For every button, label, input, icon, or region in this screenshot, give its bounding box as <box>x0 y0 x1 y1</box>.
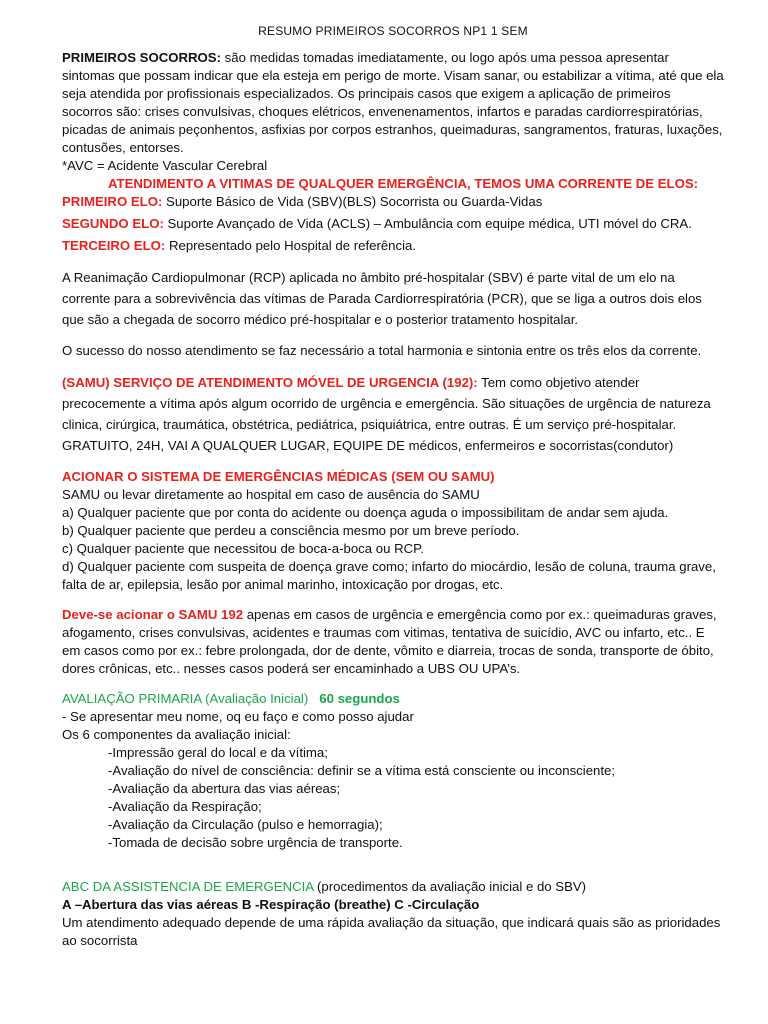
third-link <box>62 237 724 255</box>
first-link-label: PRIMEIRO ELO: <box>62 194 163 209</box>
second-link-text: Suporte Avançado de Vida (ACLS) – Ambulância com equipe médica, UTI móvel do CRA. <box>163 216 692 231</box>
abc-steps: A –Abertura das vias aéreas B -Respiração (breathe) C -Circulação <box>62 897 480 912</box>
intro-text: são medidas tomadas imediatamente, ou logo após uma pessoa apresentar sintomas que possam indicar que ela esteja em perigo de morte. Visam sanar, ou estabilizar a vítima, até que ela seja atendida por profissionais especializados. Os principais casos que exigem a aplicação de primeiros socorros são: crises convulsivas, choques elétricos, envenenamentos, infartos e paradas cardiorrespiratórias, picadas de animais peçonhentos, asfixias por corpos estranhos, queimaduras, sangramentos, fraturas, luxações, contusões, entorses. <box>62 50 724 155</box>
avaliacao-heading <box>62 690 724 708</box>
abc-title: ABC DA ASSISTENCIA DE EMERGENCIA <box>62 879 314 894</box>
avaliacao-time: 60 segundos <box>308 691 400 706</box>
third-link-text: Representado pelo Hospital de referência. <box>165 238 417 253</box>
abc-title-rest: (procedimentos da avaliação inicial e do SBV) <box>313 879 587 894</box>
avaliacao-item: -Avaliação da abertura das vias aéreas; <box>108 781 341 796</box>
third-link-label: TERCEIRO ELO: <box>62 238 166 253</box>
first-link-text: Suporte Básico de Vida (SBV)(BLS) Socorrista ou Guarda-Vidas <box>162 194 543 209</box>
avaliacao-item: -Avaliação do nível de consciência: definir se a vítima está consciente ou inconsciente; <box>108 763 616 778</box>
acionar-item: d) Qualquer paciente com suspeita de doença grave como; infarto do miocárdio, lesão de coluna, trauma grave, falta de ar, epilepsia, lesão por animal marinho, intoxicação por drogas, etc. <box>62 559 716 592</box>
avaliacao-item: -Impressão geral do local e da vítima; <box>108 745 328 760</box>
rcp-paragraph: A Reanimação Cardiopulmonar (RCP) aplicada no âmbito pré-hospitalar (SBV) é parte vital de um elo na corrente para a sobrevivência das vítimas de Parada Cardiorrespiratória (PCR), que se liga a outros dois elos que são a chegada de socorro médico pré-hospitalar e o posterior tratamento hospitalar. <box>62 270 702 327</box>
avaliacao-title: AVALIAÇÃO PRIMARIA (Avaliação Inicial) <box>62 691 309 706</box>
samu-label: (SAMU) SERVIÇO DE ATENDIMENTO MÓVEL DE URGENCIA (192): <box>62 375 478 390</box>
abc-text: Um atendimento adequado depende de uma rápida avaliação da situação, que indicará quais são as prioridades ao socorrista <box>62 915 721 948</box>
second-link-label: SEGUNDO ELO: <box>62 216 164 231</box>
abc-heading <box>62 878 724 896</box>
avc-note: *AVC = Acidente Vascular Cerebral <box>62 158 268 173</box>
acionar-item: c) Qualquer paciente que necessitou de boca-a-boca ou RCP. <box>62 541 424 556</box>
acionar-item: b) Qualquer paciente que perdeu a consciência mesmo por um breve período. <box>62 523 520 538</box>
intro-paragraph <box>62 49 724 157</box>
avaliacao-item: -Avaliação da Respiração; <box>108 799 262 814</box>
deve-label: Deve-se acionar o SAMU 192 <box>62 607 244 622</box>
acionar-sub: SAMU ou levar diretamente ao hospital em caso de ausência do SAMU <box>62 487 480 502</box>
avaliacao-line: - Se apresentar meu nome, oq eu faço e como posso ajudar <box>62 709 414 724</box>
deve-text: apenas em casos de urgência e emergência como por ex.: queimaduras graves, afogamento, crises convulsivas, acidentes e traumas com vitimas, tentativa de suicídio, AVC ou infarto, etc.. E em casos como por ex.: febre prolongada, dor de dente, vômito e diarreia, trocas de sonda, transporte de óbito, dores crônicas, etc.. nesses casos poderá ser encaminhado a UBS OU UPA’s. <box>62 607 717 676</box>
document-title: RESUMO PRIMEIROS SOCORROS NP1 1 SEM <box>258 24 528 38</box>
success-paragraph: O sucesso do nosso atendimento se faz necessário a total harmonia e sintonia entre os três elos da corrente. <box>62 343 702 358</box>
acionar-heading: ACIONAR O SISTEMA DE EMERGÊNCIAS MÉDICAS (SEM OU SAMU) <box>62 469 495 484</box>
avaliacao-item: -Avaliação da Circulação (pulso e hemorragia); <box>108 817 383 832</box>
avaliacao-line: Os 6 componentes da avaliação inicial: <box>62 727 291 742</box>
intro-term: PRIMEIROS SOCORROS: <box>62 50 221 65</box>
samu-text: Tem como objetivo atender precocemente a vítima após algum ocorrido de urgência e emergência. São situações de urgência de natureza clinica, cirúrgica, traumática, obstétrica, pediátrica, psiquiátrica, entre outras. É um serviço pré-hospitalar. GRATUITO, 24H, VAI A QUALQUER LUGAR, EQUIPE DE médicos, enfermeiros e socorristas(condutor) <box>62 375 711 453</box>
avaliacao-item: -Tomada de decisão sobre urgência de transporte. <box>108 835 403 850</box>
first-link <box>62 193 724 211</box>
chain-heading: ATENDIMENTO A VITIMAS DE QUALQUER EMERGÊNCIA, TEMOS UMA CORRENTE DE ELOS: <box>108 176 699 191</box>
deve-paragraph <box>62 606 724 678</box>
acionar-item: a) Qualquer paciente que por conta do acidente ou doença aguda o impossibilitam de andar sem ajuda. <box>62 505 669 520</box>
samu-paragraph <box>62 372 724 456</box>
second-link <box>62 215 724 233</box>
